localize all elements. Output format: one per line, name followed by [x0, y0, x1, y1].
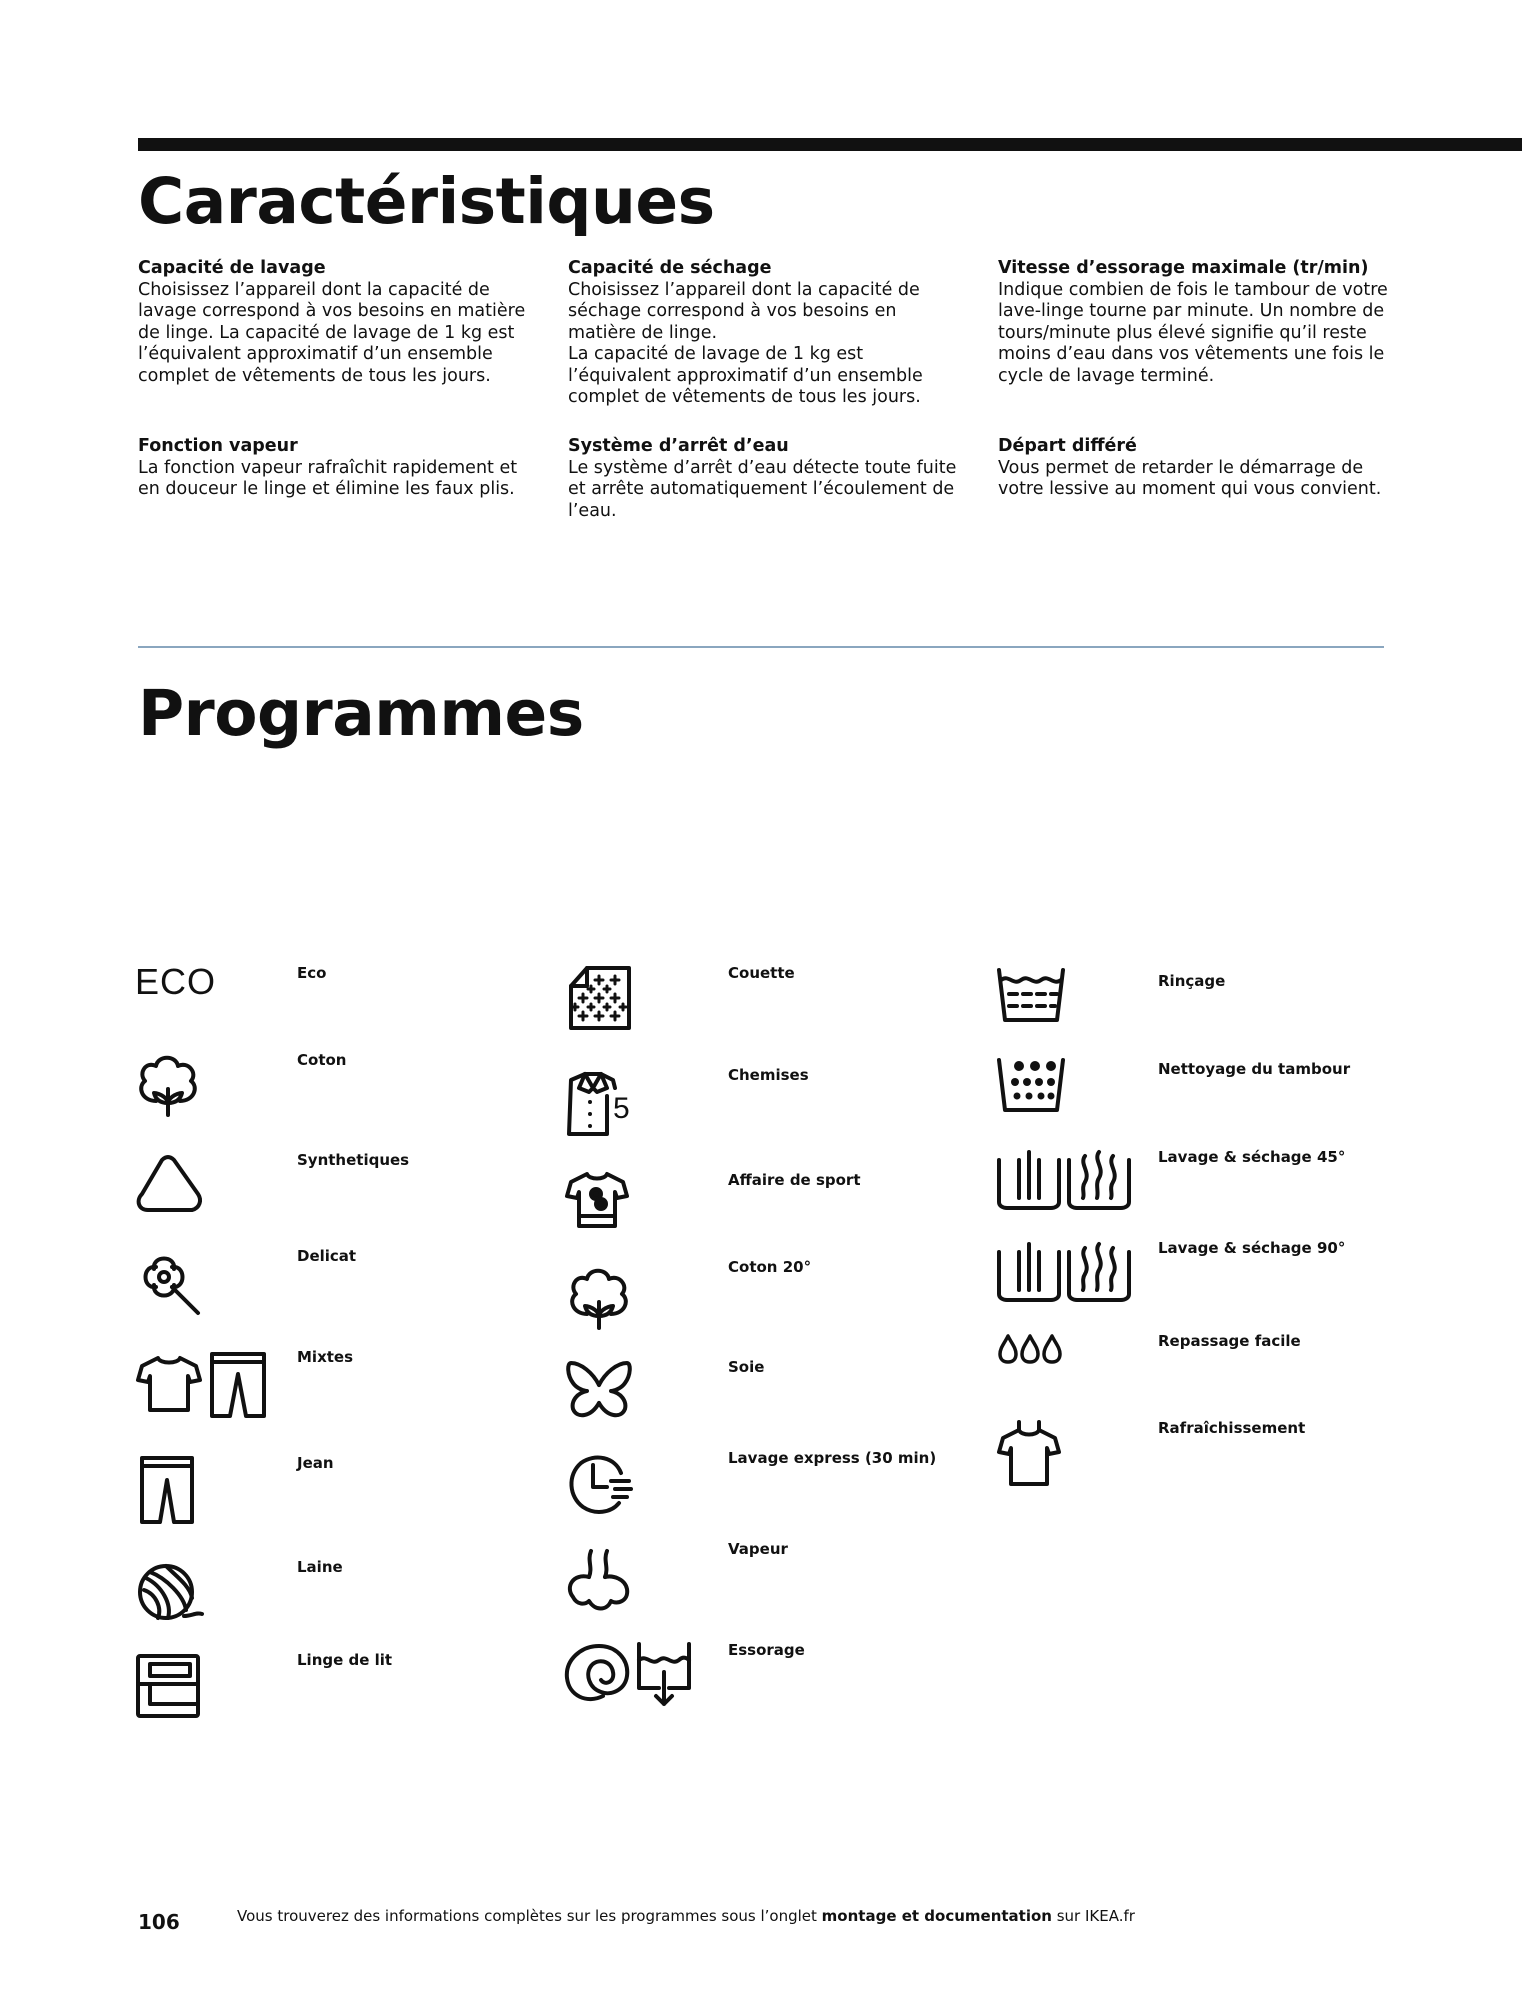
footer-note-link-text: montage et documentation [821, 1907, 1052, 1925]
programme-label: Linge de lit [297, 1651, 393, 1669]
programme-label: Couette [728, 964, 795, 982]
feature-body: Indique combien de fois le tambour de votre lave-linge tourne par minute. Un nombre de tours/minute plus élevé signifie qu’il reste moins d’eau dans vos vêtements une fois le cycle de lavage terminé. [998, 279, 1388, 386]
programme-label: Eco [297, 964, 327, 982]
programme-label: Nettoyage du tambour [1158, 1060, 1351, 1078]
eco-text-icon: ECO [135, 961, 217, 1002]
sport-shirt-icon [563, 1166, 635, 1238]
feature-spin-speed [998, 258, 1393, 387]
cotton-icon [132, 1049, 204, 1121]
rinse-tub-icon [995, 962, 1067, 1034]
duvet-icon [563, 962, 635, 1034]
programme-label: Essorage [728, 1641, 805, 1659]
drum-clean-icon [995, 1052, 1067, 1124]
synthetic-triangle-icon [132, 1150, 204, 1222]
feature-title: Fonction vapeur [138, 436, 298, 456]
programme-label: Rafraîchissement [1158, 1419, 1306, 1437]
top-rule [138, 138, 1522, 151]
feature-title: Vitesse d’essorage maximale (tr/min) [998, 258, 1369, 278]
bed-linen-icon [132, 1650, 204, 1722]
delicate-flower-icon [132, 1247, 204, 1319]
programme-label: Repassage facile [1158, 1332, 1301, 1350]
footer-note [237, 1907, 1135, 1925]
programme-label: Synthetiques [297, 1151, 410, 1169]
page-number: 106 [138, 1910, 180, 1934]
shirt-5-number: 5 [613, 1092, 630, 1125]
feature-delayed-start [998, 436, 1393, 501]
programmes-title: Programmes [138, 677, 584, 750]
feature-washing-capacity [138, 258, 533, 387]
butterfly-icon [563, 1355, 635, 1427]
feature-title: Capacité de séchage [568, 258, 772, 278]
programme-label: Coton [297, 1051, 347, 1069]
programme-label: Jean [297, 1454, 334, 1472]
programme-label: Mixtes [297, 1348, 354, 1366]
programme-label: Vapeur [728, 1540, 788, 1558]
cotton-20-icon [563, 1262, 635, 1334]
spin-drain-icon [563, 1638, 701, 1710]
caracteristiques-title: Caractéristiques [138, 165, 715, 238]
feature-body: Le système d’arrêt d’eau détecte toute fuite et arrête automatiquement l’écoulement de l’eau. [568, 457, 957, 521]
programme-label: Lavage express (30 min) [728, 1449, 937, 1467]
footer-note-prefix: Vous trouverez des informations complètes sur les programmes sous l’onglet [237, 1907, 822, 1925]
wool-ball-icon [132, 1556, 204, 1628]
shirt-5-icon [563, 1068, 635, 1140]
feature-body: Choisissez l’appareil dont la capacité de lavage correspond à vos besoins en matière de linge. La capacité de lavage de 1 kg est l’équivalent approximatif d’un ensemble complet de vêtements de tous les jours. [138, 279, 526, 386]
footer-note-suffix: sur IKEA.fr [1051, 1907, 1135, 1925]
programme-label: Rinçage [1158, 972, 1226, 990]
feature-title: Départ différé [998, 436, 1137, 456]
feature-title: Capacité de lavage [138, 258, 326, 278]
section-divider [138, 646, 1384, 648]
feature-steam-function [138, 436, 533, 501]
express-clock-icon [563, 1447, 635, 1519]
feature-title: Système d’arrêt d’eau [568, 436, 789, 456]
refresh-shirt-icon [995, 1418, 1067, 1490]
programme-label: Laine [297, 1558, 343, 1576]
programme-label: Lavage & séchage 90° [1158, 1239, 1346, 1257]
wash-dry-45-icon [997, 1148, 1135, 1220]
feature-water-stop [568, 436, 963, 522]
programme-label: Affaire de sport [728, 1171, 861, 1189]
wash-dry-90-icon [997, 1240, 1135, 1312]
easy-iron-drops-icon [997, 1328, 1069, 1400]
programme-label: Delicat [297, 1247, 357, 1265]
steam-icon [563, 1543, 635, 1615]
programme-label: Coton 20° [728, 1258, 812, 1276]
feature-body: Choisissez l’appareil dont la capacité de séchage correspond à vos besoins en matière de linge. La capacité de lavage de 1 kg est l’équivalent approximatif d’un ensemble complet de vêtements de tous les jours. [568, 279, 923, 407]
programme-label: Lavage & séchage 45° [1158, 1148, 1346, 1166]
feature-drying-capacity [568, 258, 963, 409]
shirt-and-trousers-icon [136, 1350, 274, 1422]
programme-label: Chemises [728, 1066, 809, 1084]
feature-body: Vous permet de retarder le démarrage de votre lessive au moment qui vous convient. [998, 457, 1382, 499]
feature-body: La fonction vapeur rafraîchit rapidement et en douceur le linge et élimine les faux plis. [138, 457, 518, 499]
jeans-icon [132, 1454, 204, 1526]
programme-label: Soie [728, 1358, 765, 1376]
